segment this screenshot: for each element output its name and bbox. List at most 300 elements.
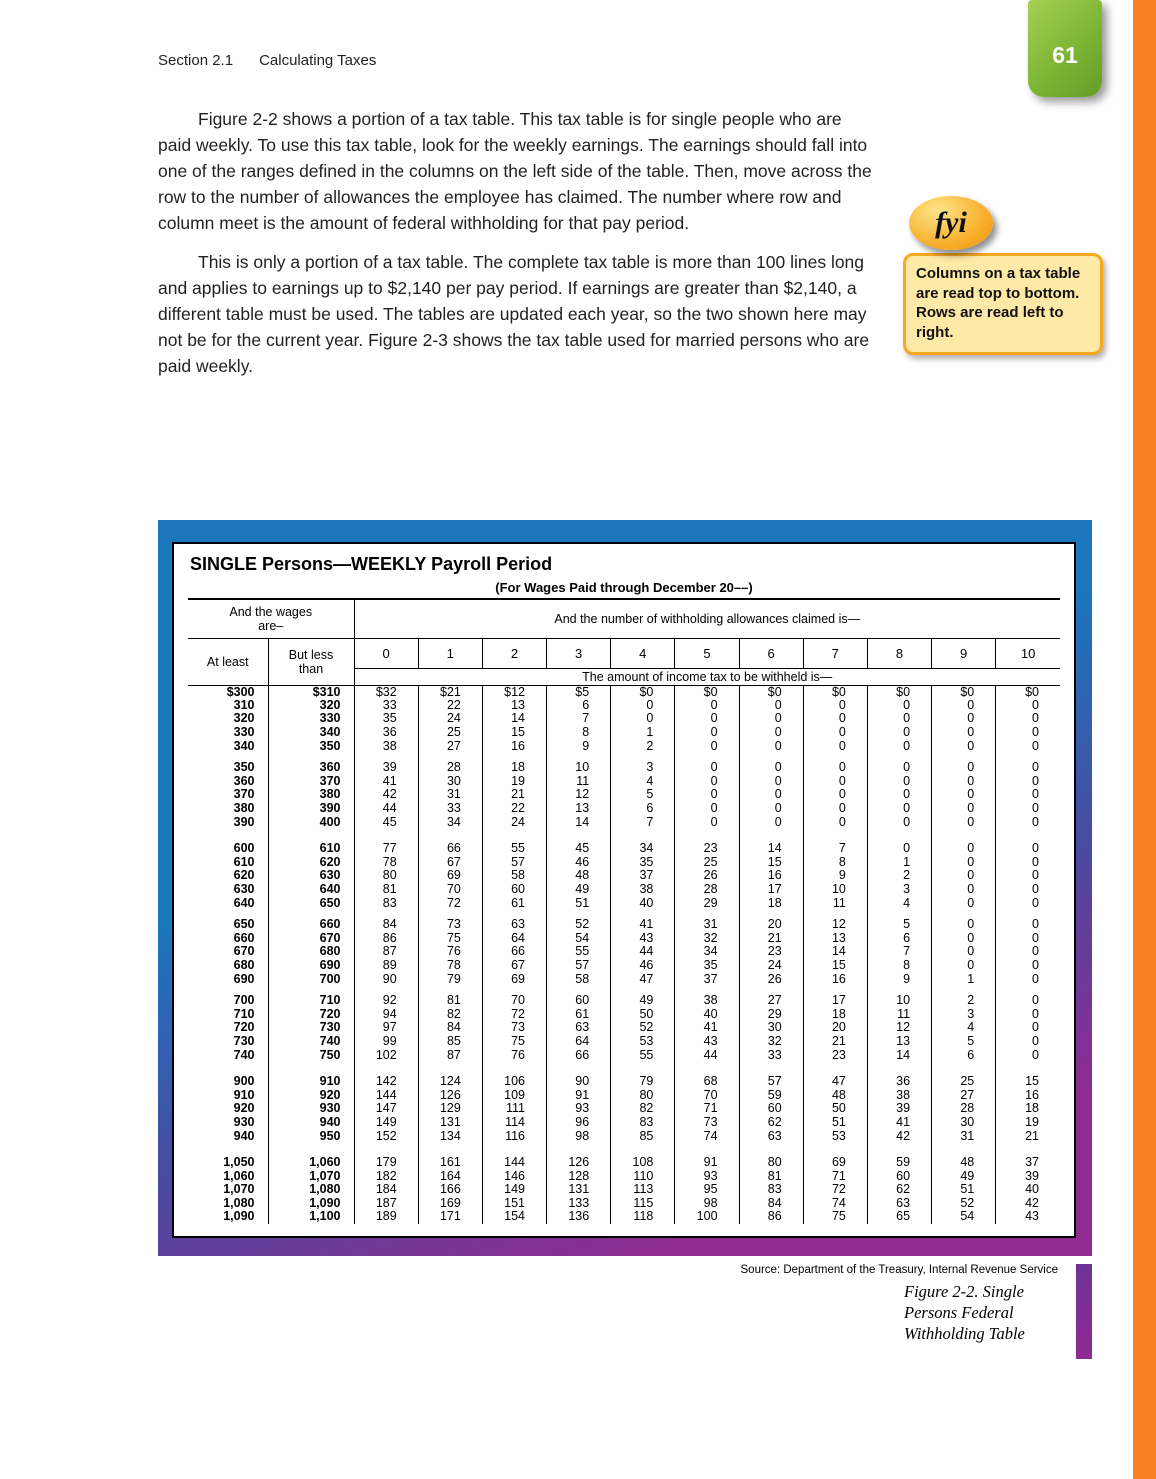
spacer-cell	[867, 829, 931, 842]
paragraph-2: This is only a portion of a tax table. The complete tax table is more than 100 lines long and applies to earnings up to $2,140 per pay period. If earnings are greater than $2,140, a different table must be used. The tables are updated each year, so the two shown here may not be for the current year. Figure 2-3 shows the tax table used for married persons who are paid weekly.	[158, 252, 870, 376]
cell-tax-amount: 96	[547, 1116, 611, 1130]
cell-but-less-than: 1,090	[268, 1197, 354, 1211]
cell-tax-amount: 22	[418, 699, 482, 713]
cell-tax-amount: 17	[803, 994, 867, 1008]
cell-tax-amount: 61	[547, 1007, 611, 1021]
cell-tax-amount: 70	[418, 883, 482, 897]
cell-but-less-than: 380	[268, 788, 354, 802]
table-row	[188, 883, 1060, 897]
cell-tax-amount: 154	[482, 1210, 546, 1224]
cell-but-less-than: 690	[268, 959, 354, 973]
cell-tax-amount: 5	[867, 918, 931, 932]
table-row	[188, 1129, 1060, 1143]
cell-tax-amount: 42	[354, 788, 418, 802]
cell-tax-amount: 70	[482, 994, 546, 1008]
cell-tax-amount: 30	[932, 1116, 996, 1130]
table-row	[188, 972, 1060, 986]
cell-tax-amount: 73	[675, 1116, 739, 1130]
page-number: 61	[1052, 42, 1078, 68]
cell-tax-amount: 79	[418, 972, 482, 986]
cell-at-least: 670	[233, 944, 255, 959]
cell-tax-amount: 27	[932, 1088, 996, 1102]
cell-tax-amount: 86	[354, 932, 418, 946]
table-row	[188, 726, 1060, 740]
cell-tax-amount: 0	[932, 761, 996, 775]
cell-tax-amount: 0	[996, 896, 1060, 910]
cell-tax-amount: $5	[547, 685, 611, 699]
cell-but-less-than: 920	[268, 1088, 354, 1102]
cell-tax-amount: 0	[739, 788, 803, 802]
tax-table-body	[188, 685, 1060, 1224]
cell-tax-amount: 169	[418, 1197, 482, 1211]
cell-tax-amount: $0	[932, 685, 996, 699]
cell-tax-amount: 0	[996, 883, 1060, 897]
cell-but-less-than: 1,100	[268, 1210, 354, 1224]
table-row	[188, 815, 1060, 829]
cell-tax-amount: 59	[867, 1156, 931, 1170]
table-row	[188, 1169, 1060, 1183]
table-row	[188, 1007, 1060, 1021]
cell-tax-amount: 43	[675, 1035, 739, 1049]
cell-tax-amount: 0	[932, 726, 996, 740]
cell-but-less-than: 660	[268, 918, 354, 932]
spacer-cell	[188, 1143, 268, 1156]
cell-tax-amount: 87	[354, 945, 418, 959]
cell-tax-amount: 44	[675, 1048, 739, 1062]
cell-but-less-than: 740	[268, 1035, 354, 1049]
cell-tax-amount: 10	[803, 883, 867, 897]
cell-but-less-than: 1,070	[268, 1169, 354, 1183]
cell-tax-amount: 0	[803, 726, 867, 740]
cell-at-least: 640	[233, 895, 255, 910]
spacer-cell	[268, 1062, 354, 1075]
cell-tax-amount: 52	[547, 918, 611, 932]
allowance-column-header: 4	[611, 638, 675, 668]
cell-tax-amount: 31	[932, 1129, 996, 1143]
cell-at-least: 700	[233, 993, 255, 1008]
spacer-row	[188, 1143, 1060, 1156]
cell-tax-amount: 57	[547, 959, 611, 973]
cell-tax-amount: 34	[675, 945, 739, 959]
cell-tax-amount: 0	[996, 1021, 1060, 1035]
header-row-groups	[188, 600, 1060, 638]
cell-tax-amount: 0	[867, 699, 931, 713]
cell-tax-amount: 35	[675, 959, 739, 973]
cell-tax-amount: 73	[418, 918, 482, 932]
table-row	[188, 945, 1060, 959]
cell-tax-amount: 69	[803, 1156, 867, 1170]
cell-tax-amount: 65	[867, 1210, 931, 1224]
cell-tax-amount: 18	[482, 761, 546, 775]
cell-tax-amount: 98	[675, 1197, 739, 1211]
figure-footer	[158, 1264, 1092, 1368]
spacer-cell	[996, 910, 1060, 918]
cell-tax-amount: 4	[611, 775, 675, 789]
cell-tax-amount: 106	[482, 1075, 546, 1089]
cell-tax-amount: 23	[739, 945, 803, 959]
cell-tax-amount: 40	[611, 896, 675, 910]
cell-tax-amount: 19	[996, 1116, 1060, 1130]
source-line: Source: Department of the Treasury, Internal Revenue Service	[740, 1263, 1058, 1276]
table-row	[188, 1048, 1060, 1062]
cell-but-less-than: 610	[268, 842, 354, 856]
spacer-cell	[996, 986, 1060, 994]
cell-tax-amount: 0	[932, 883, 996, 897]
spacer-row	[188, 1062, 1060, 1075]
table-row	[188, 1116, 1060, 1130]
cell-tax-amount: 81	[418, 994, 482, 1008]
table-frame	[158, 520, 1092, 1256]
cell-tax-amount: 44	[354, 802, 418, 816]
cell-tax-amount: 85	[611, 1129, 675, 1143]
cell-tax-amount: 43	[611, 932, 675, 946]
table-row	[188, 1102, 1060, 1116]
cell-tax-amount: 66	[547, 1048, 611, 1062]
cell-tax-amount: 76	[482, 1048, 546, 1062]
cell-tax-amount: 0	[867, 802, 931, 816]
cell-tax-amount: 55	[611, 1048, 675, 1062]
cell-but-less-than: 320	[268, 699, 354, 713]
cell-at-least: 1,090	[223, 1209, 255, 1224]
cell-but-less-than: 650	[268, 896, 354, 910]
cell-tax-amount: 13	[803, 932, 867, 946]
table-row	[188, 1035, 1060, 1049]
cell-tax-amount: 24	[482, 815, 546, 829]
cell-at-least: 630	[233, 882, 255, 897]
cell-at-least: 1,060	[223, 1168, 255, 1183]
cell-at-least: 380	[233, 801, 255, 816]
cell-tax-amount: 149	[482, 1183, 546, 1197]
table-row	[188, 1210, 1060, 1224]
spacer-row	[188, 829, 1060, 842]
cell-tax-amount: 84	[354, 918, 418, 932]
cell-tax-amount: 18	[803, 1007, 867, 1021]
section-label: Section 2.1	[158, 52, 234, 69]
cell-but-less-than: $310	[268, 685, 354, 699]
spacer-cell	[268, 753, 354, 761]
table-row	[188, 775, 1060, 789]
cell-tax-amount: 63	[547, 1021, 611, 1035]
cell-tax-amount: 64	[547, 1035, 611, 1049]
cell-tax-amount: 21	[803, 1035, 867, 1049]
table-row	[188, 994, 1060, 1008]
cell-tax-amount: 0	[675, 739, 739, 753]
cell-tax-amount: 0	[932, 869, 996, 883]
cell-tax-amount: 62	[739, 1116, 803, 1130]
cell-tax-amount: 37	[611, 869, 675, 883]
cell-at-least: 340	[233, 738, 255, 753]
cell-tax-amount: 0	[996, 815, 1060, 829]
fyi-note: Columns on a tax table are read top to bottom. Rows are read left to right.	[903, 253, 1103, 355]
cell-tax-amount: 0	[996, 869, 1060, 883]
cell-tax-amount: 34	[418, 815, 482, 829]
cell-tax-amount: 54	[547, 932, 611, 946]
cell-tax-amount: 13	[867, 1035, 931, 1049]
cell-tax-amount: 8	[867, 959, 931, 973]
cell-tax-amount: 74	[803, 1197, 867, 1211]
cell-tax-amount: 26	[675, 869, 739, 883]
page-edge-bar	[1133, 0, 1156, 1479]
cell-tax-amount: 11	[867, 1007, 931, 1021]
cell-tax-amount: 71	[675, 1102, 739, 1116]
cell-tax-amount: 10	[547, 761, 611, 775]
cell-tax-amount: 21	[482, 788, 546, 802]
table-row	[188, 685, 1060, 699]
spacer-cell	[354, 1143, 418, 1156]
cell-at-least: 660	[233, 930, 255, 945]
cell-tax-amount: 131	[547, 1183, 611, 1197]
cell-tax-amount: 0	[932, 896, 996, 910]
cell-tax-amount: 51	[932, 1183, 996, 1197]
cell-at-least: 350	[233, 760, 255, 775]
cell-at-least: 310	[233, 697, 255, 712]
cell-tax-amount: 31	[675, 918, 739, 932]
cell-tax-amount: 20	[803, 1021, 867, 1035]
spacer-cell	[268, 829, 354, 842]
cell-tax-amount: 33	[418, 802, 482, 816]
cell-tax-amount: 41	[354, 775, 418, 789]
cell-tax-amount: 67	[482, 959, 546, 973]
table-row	[188, 761, 1060, 775]
cell-tax-amount: 33	[739, 1048, 803, 1062]
cell-tax-amount: 28	[675, 883, 739, 897]
cell-tax-amount: 15	[996, 1075, 1060, 1089]
cell-tax-amount: $0	[803, 685, 867, 699]
frame-right-bar	[1076, 1264, 1092, 1359]
cell-at-least: 330	[233, 725, 255, 740]
cell-tax-amount: 52	[932, 1197, 996, 1211]
cell-tax-amount: 50	[611, 1007, 675, 1021]
cell-tax-amount: $0	[996, 685, 1060, 699]
cell-tax-amount: 108	[611, 1156, 675, 1170]
cell-tax-amount: $21	[418, 685, 482, 699]
cell-tax-amount: 14	[739, 842, 803, 856]
cell-tax-amount: 0	[867, 712, 931, 726]
cell-tax-amount: 9	[867, 972, 931, 986]
cell-at-least: 370	[233, 787, 255, 802]
cell-tax-amount: 0	[996, 699, 1060, 713]
table-row	[188, 842, 1060, 856]
table-row	[188, 788, 1060, 802]
spacer-cell	[354, 1062, 418, 1075]
cell-tax-amount: 0	[996, 788, 1060, 802]
cell-tax-amount: 60	[482, 883, 546, 897]
allowance-column-header: 8	[867, 638, 931, 668]
cell-tax-amount: 100	[675, 1210, 739, 1224]
cell-tax-amount: 26	[739, 972, 803, 986]
cell-at-least: 1,080	[223, 1195, 255, 1210]
cell-tax-amount: 24	[739, 959, 803, 973]
cell-tax-amount: 58	[482, 869, 546, 883]
cell-tax-amount: 0	[996, 945, 1060, 959]
cell-tax-amount: 111	[482, 1102, 546, 1116]
cell-tax-amount: 16	[996, 1088, 1060, 1102]
cell-tax-amount: 72	[482, 1007, 546, 1021]
cell-tax-amount: 0	[996, 932, 1060, 946]
spacer-cell	[932, 910, 996, 918]
cell-tax-amount: 189	[354, 1210, 418, 1224]
cell-tax-amount: 0	[996, 712, 1060, 726]
cell-tax-amount: 80	[739, 1156, 803, 1170]
cell-tax-amount: 0	[675, 775, 739, 789]
cell-tax-amount: 31	[418, 788, 482, 802]
cell-tax-amount: 0	[932, 842, 996, 856]
cell-tax-amount: 21	[739, 932, 803, 946]
cell-at-least: 720	[233, 1020, 255, 1035]
allowance-column-header: 9	[932, 638, 996, 668]
cell-tax-amount: 25	[675, 856, 739, 870]
cell-tax-amount: 76	[418, 945, 482, 959]
spacer-cell	[354, 829, 418, 842]
allowance-column-header: 10	[996, 638, 1060, 668]
cell-at-least: 600	[233, 841, 255, 856]
table-panel	[172, 542, 1076, 1238]
cell-tax-amount: 0	[739, 699, 803, 713]
cell-tax-amount: 81	[739, 1169, 803, 1183]
cell-tax-amount: 0	[803, 699, 867, 713]
cell-tax-amount: 13	[547, 802, 611, 816]
cell-tax-amount: $0	[867, 685, 931, 699]
spacer-cell	[675, 1143, 739, 1156]
cell-but-less-than: 390	[268, 802, 354, 816]
cell-tax-amount: 6	[932, 1048, 996, 1062]
cell-tax-amount: 67	[418, 856, 482, 870]
spacer-cell	[268, 986, 354, 994]
allowance-column-header: 2	[482, 638, 546, 668]
cell-tax-amount: 7	[547, 712, 611, 726]
spacer-cell	[418, 829, 482, 842]
cell-tax-amount: 15	[803, 959, 867, 973]
cell-tax-amount: 90	[354, 972, 418, 986]
cell-tax-amount: 60	[739, 1102, 803, 1116]
cell-tax-amount: $0	[675, 685, 739, 699]
cell-tax-amount: 0	[867, 842, 931, 856]
cell-but-less-than: 750	[268, 1048, 354, 1062]
spacer-cell	[675, 753, 739, 761]
cell-but-less-than: 910	[268, 1075, 354, 1089]
cell-tax-amount: 55	[482, 842, 546, 856]
cell-tax-amount: 0	[675, 699, 739, 713]
cell-tax-amount: 7	[867, 945, 931, 959]
cell-tax-amount: 33	[354, 699, 418, 713]
spacer-cell	[611, 753, 675, 761]
cell-tax-amount: 2	[611, 739, 675, 753]
cell-but-less-than: 360	[268, 761, 354, 775]
cell-tax-amount: 113	[611, 1183, 675, 1197]
cell-but-less-than: 680	[268, 945, 354, 959]
table-row	[188, 896, 1060, 910]
cell-tax-amount: 30	[418, 775, 482, 789]
cell-tax-amount: 0	[867, 761, 931, 775]
cell-at-least: 940	[233, 1128, 255, 1143]
spacer-cell	[932, 1143, 996, 1156]
cell-tax-amount: 68	[675, 1075, 739, 1089]
cell-tax-amount: 24	[418, 712, 482, 726]
cell-at-least: 390	[233, 814, 255, 829]
cell-tax-amount: 142	[354, 1075, 418, 1089]
cell-at-least: 620	[233, 868, 255, 883]
cell-tax-amount: 136	[547, 1210, 611, 1224]
cell-tax-amount: 0	[867, 788, 931, 802]
cell-tax-amount: 147	[354, 1102, 418, 1116]
cell-tax-amount: 3	[867, 883, 931, 897]
cell-tax-amount: 10	[867, 994, 931, 1008]
cell-at-least: 650	[233, 917, 255, 932]
cell-tax-amount: 110	[611, 1169, 675, 1183]
cell-tax-amount: 0	[803, 815, 867, 829]
table-row	[188, 959, 1060, 973]
cell-but-less-than: 400	[268, 815, 354, 829]
spacer-cell	[268, 1143, 354, 1156]
cell-tax-amount: 94	[354, 1007, 418, 1021]
section-title: Calculating Taxes	[259, 52, 377, 69]
cell-tax-amount: 42	[867, 1129, 931, 1143]
cell-tax-amount: $12	[482, 685, 546, 699]
cell-tax-amount: 0	[867, 739, 931, 753]
cell-tax-amount: 22	[482, 802, 546, 816]
section-header	[158, 52, 376, 69]
cell-tax-amount: 118	[611, 1210, 675, 1224]
cell-tax-amount: 98	[547, 1129, 611, 1143]
cell-tax-amount: 23	[803, 1048, 867, 1062]
cell-tax-amount: 0	[996, 726, 1060, 740]
cell-at-least: 1,070	[223, 1182, 255, 1197]
spacer-cell	[932, 829, 996, 842]
cell-tax-amount: 78	[354, 856, 418, 870]
cell-tax-amount: 0	[675, 726, 739, 740]
cell-tax-amount: 39	[867, 1102, 931, 1116]
cell-tax-amount: 0	[675, 712, 739, 726]
spacer-row	[188, 986, 1060, 994]
cell-tax-amount: 91	[547, 1088, 611, 1102]
cell-tax-amount: 74	[675, 1129, 739, 1143]
cell-tax-amount: 20	[739, 918, 803, 932]
cell-tax-amount: 72	[418, 896, 482, 910]
table-row	[188, 739, 1060, 753]
cell-tax-amount: 40	[996, 1183, 1060, 1197]
spacer-cell	[188, 910, 268, 918]
cell-tax-amount: 37	[996, 1156, 1060, 1170]
cell-at-least: 710	[233, 1006, 255, 1021]
table-row	[188, 856, 1060, 870]
cell-tax-amount: 9	[547, 739, 611, 753]
cell-tax-amount: 0	[996, 802, 1060, 816]
cell-tax-amount: 14	[867, 1048, 931, 1062]
allowance-column-header: 3	[547, 638, 611, 668]
cell-tax-amount: 134	[418, 1129, 482, 1143]
cell-tax-amount: 0	[675, 761, 739, 775]
cell-tax-amount: 89	[354, 959, 418, 973]
cell-tax-amount: 0	[739, 775, 803, 789]
cell-tax-amount: 28	[418, 761, 482, 775]
cell-tax-amount: 12	[867, 1021, 931, 1035]
cell-tax-amount: 32	[739, 1035, 803, 1049]
cell-tax-amount: 8	[547, 726, 611, 740]
cell-tax-amount: 0	[996, 918, 1060, 932]
cell-tax-amount: 0	[675, 788, 739, 802]
cell-tax-amount: 0	[739, 726, 803, 740]
cell-tax-amount: 0	[739, 815, 803, 829]
allowance-column-header: 6	[739, 638, 803, 668]
cell-tax-amount: 13	[482, 699, 546, 713]
cell-tax-amount: 49	[611, 994, 675, 1008]
cell-tax-amount: 115	[611, 1197, 675, 1211]
cell-tax-amount: 57	[739, 1075, 803, 1089]
cell-tax-amount: 71	[803, 1169, 867, 1183]
cell-tax-amount: 63	[867, 1197, 931, 1211]
cell-tax-amount: 90	[547, 1075, 611, 1089]
cell-tax-amount: 187	[354, 1197, 418, 1211]
